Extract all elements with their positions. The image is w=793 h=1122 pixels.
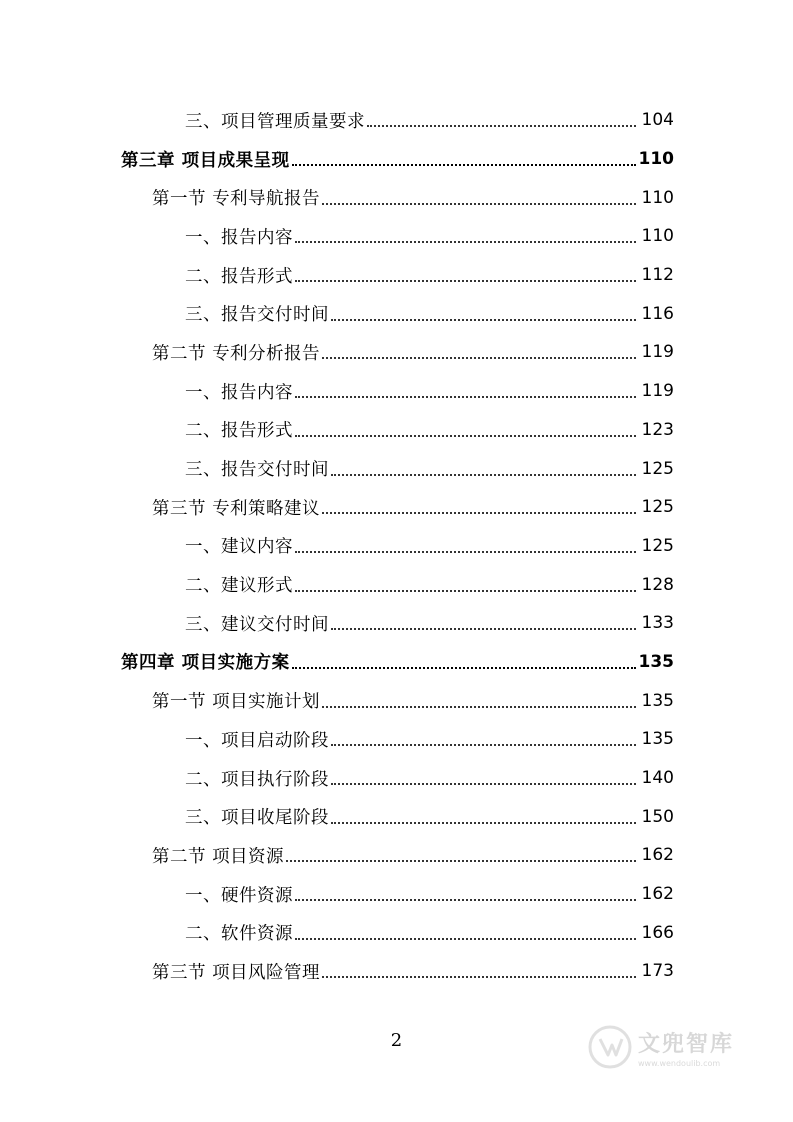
toc-entry-page: 135 <box>638 651 674 672</box>
toc-entry-page: 119 <box>641 381 674 402</box>
dot-leader <box>331 783 636 785</box>
watermark-name: 文兜智库 <box>638 1031 735 1057</box>
toc-entry-label: 第四章 项目实施方案 <box>121 653 290 674</box>
dot-leader <box>331 474 636 476</box>
watermark-url: www.wendoulib.com <box>638 1058 721 1068</box>
toc-entry-page: 162 <box>641 884 674 905</box>
toc-entry-page: 140 <box>641 768 674 789</box>
toc-entry-label: 三、建议交付时间 <box>185 614 329 635</box>
toc-entry-chapter[interactable] <box>0 140 793 179</box>
toc-entry-label: 三、报告交付时间 <box>185 305 329 326</box>
toc-entry-page: 133 <box>641 613 674 634</box>
toc-entry-label: 第二节 项目资源 <box>152 846 285 867</box>
dot-leader <box>295 435 636 437</box>
dot-leader <box>322 357 636 359</box>
toc-entry-item[interactable] <box>0 256 793 295</box>
toc-entry-page: 110 <box>641 187 674 208</box>
toc-entry-item[interactable] <box>0 875 793 914</box>
toc-entry-page: 116 <box>641 303 674 324</box>
toc-entry-label: 二、报告形式 <box>185 266 293 287</box>
toc-entry-item[interactable] <box>0 101 793 140</box>
toc-entry-page: 112 <box>641 265 674 286</box>
dot-leader <box>295 280 636 282</box>
toc-entry-item[interactable] <box>0 604 793 643</box>
toc-entry-label: 二、报告形式 <box>185 421 293 442</box>
toc-entry-page: 128 <box>641 574 674 595</box>
toc-entry-page: 123 <box>641 419 674 440</box>
table-of-contents <box>0 101 793 991</box>
toc-entry-item[interactable] <box>0 565 793 604</box>
dot-leader <box>322 706 636 708</box>
toc-entry-section[interactable] <box>0 488 793 527</box>
dot-leader <box>322 512 636 514</box>
toc-entry-section[interactable] <box>0 836 793 875</box>
dot-leader <box>322 203 636 205</box>
toc-entry-section[interactable] <box>0 333 793 372</box>
dot-leader <box>295 899 636 901</box>
dot-leader <box>286 860 636 862</box>
dot-leader <box>295 241 636 243</box>
wendou-logo-icon <box>588 1025 632 1069</box>
toc-entry-page: 125 <box>641 458 674 479</box>
toc-entry-label: 一、硬件资源 <box>185 885 293 906</box>
toc-entry-page: 162 <box>641 845 674 866</box>
dot-leader <box>331 744 636 746</box>
toc-entry-label: 一、项目启动阶段 <box>185 730 329 751</box>
toc-entry-label: 第二节 专利分析报告 <box>152 343 321 364</box>
toc-entry-item[interactable] <box>0 759 793 798</box>
toc-entry-item[interactable] <box>0 720 793 759</box>
toc-entry-section[interactable] <box>0 952 793 991</box>
dot-leader <box>292 667 636 669</box>
toc-entry-item[interactable] <box>0 449 793 488</box>
toc-entry-page: 166 <box>641 922 674 943</box>
toc-entry-page: 135 <box>641 690 674 711</box>
toc-entry-page: 110 <box>638 149 674 170</box>
toc-entry-label: 第三节 专利策略建议 <box>152 498 321 519</box>
toc-entry-label: 三、项目收尾阶段 <box>185 808 329 829</box>
toc-entry-page: 150 <box>641 806 674 827</box>
toc-entry-item[interactable] <box>0 217 793 256</box>
dot-leader <box>331 822 636 824</box>
toc-entry-item[interactable] <box>0 372 793 411</box>
toc-entry-item[interactable] <box>0 294 793 333</box>
toc-entry-label: 第一节 专利导航报告 <box>152 189 321 210</box>
toc-entry-label: 三、报告交付时间 <box>185 460 329 481</box>
toc-entry-page: 104 <box>641 110 674 131</box>
dot-leader <box>295 938 636 940</box>
toc-entry-item[interactable] <box>0 913 793 952</box>
toc-entry-page: 173 <box>641 961 674 982</box>
dot-leader <box>331 319 636 321</box>
dot-leader <box>292 164 636 166</box>
dot-leader <box>367 125 636 127</box>
toc-entry-label: 三、项目管理质量要求 <box>185 111 365 132</box>
dot-leader <box>331 628 636 630</box>
page-number: 2 <box>390 1030 403 1051</box>
dot-leader <box>322 976 636 978</box>
toc-entry-label: 第三节 项目风险管理 <box>152 962 321 983</box>
dot-leader <box>295 396 636 398</box>
toc-entry-label: 二、项目执行阶段 <box>185 769 329 790</box>
toc-entry-page: 135 <box>641 729 674 750</box>
toc-entry-label: 二、建议形式 <box>185 576 293 597</box>
toc-entry-item[interactable] <box>0 797 793 836</box>
toc-entry-page: 119 <box>641 342 674 363</box>
toc-entry-label: 一、报告内容 <box>185 227 293 248</box>
toc-entry-chapter[interactable] <box>0 643 793 682</box>
toc-entry-label: 一、报告内容 <box>185 382 293 403</box>
dot-leader <box>295 590 636 592</box>
toc-entry-page: 110 <box>641 226 674 247</box>
dot-leader <box>295 551 636 553</box>
toc-entry-page: 125 <box>641 535 674 556</box>
toc-entry-label: 第一节 项目实施计划 <box>152 692 321 713</box>
toc-entry-item[interactable] <box>0 527 793 566</box>
toc-entry-label: 一、建议内容 <box>185 537 293 558</box>
toc-entry-item[interactable] <box>0 411 793 450</box>
toc-entry-label: 二、软件资源 <box>185 924 293 945</box>
toc-entry-section[interactable] <box>0 681 793 720</box>
watermark <box>588 1022 758 1072</box>
toc-entry-section[interactable] <box>0 178 793 217</box>
toc-entry-page: 125 <box>641 497 674 518</box>
toc-entry-label: 第三章 项目成果呈现 <box>121 150 290 171</box>
